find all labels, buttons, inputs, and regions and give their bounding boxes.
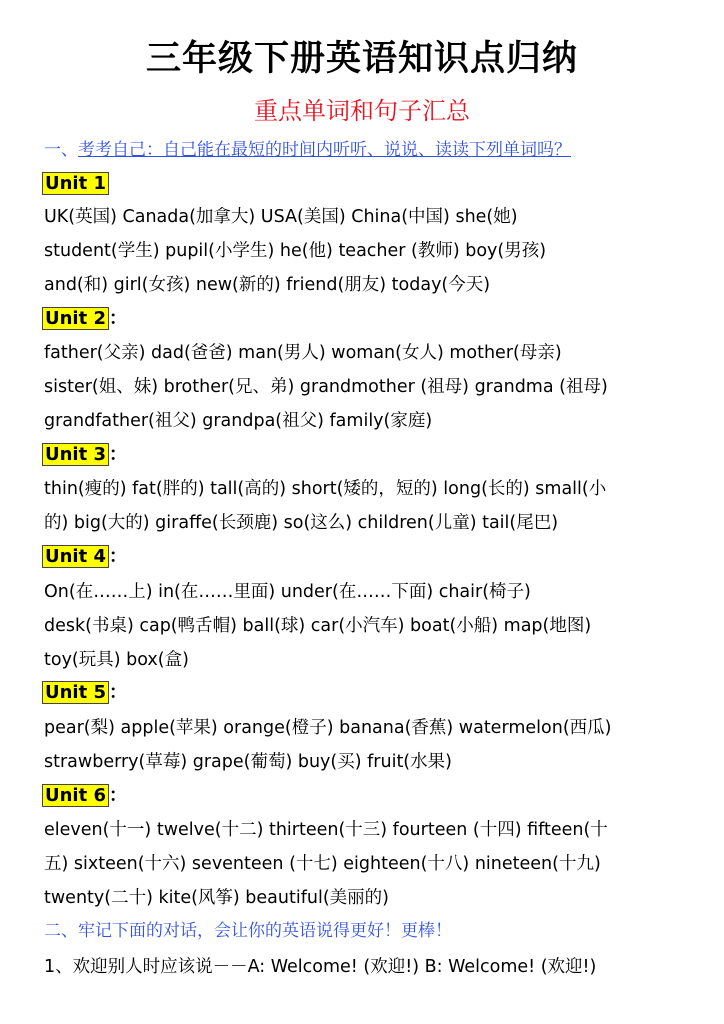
unit-5-label: Unit 5 bbox=[42, 681, 109, 704]
unit-6-line-2: 五) sixteen(十六) seventeen (十七) eighteen(十八) nineteen(十九) bbox=[44, 854, 601, 874]
unit-5-suffix: ： bbox=[109, 682, 127, 703]
unit-4-heading bbox=[42, 545, 127, 569]
document-title: 三年级下册英语知识点归纳 bbox=[145, 38, 578, 79]
unit-3-suffix: ： bbox=[109, 444, 127, 465]
unit-6-suffix: ： bbox=[109, 785, 127, 806]
dialog-line-1: 1、欢迎别人时应该说－－A: Welcome! (欢迎!) B: Welcome! (欢迎!) bbox=[44, 957, 597, 977]
unit-1-heading bbox=[42, 172, 109, 196]
unit-4-line-3: toy(玩具) box(盒) bbox=[44, 650, 189, 670]
section-2-heading: 二、牢记下面的对话，会让你的英语说得更好！更棒！ bbox=[44, 921, 452, 941]
section-1-text: 考考自己：自己能在最短的时间内听听、说说、读读下列单词吗？ bbox=[78, 140, 571, 160]
unit-2-line-2: sister(姐、妹) brother(兄、弟) grandmother (祖母) grandma (祖母) bbox=[44, 377, 608, 397]
unit-2-line-1: father(父亲) dad(爸爸) man(男人) woman(女人) mother(母亲) bbox=[44, 343, 562, 363]
unit-1-line-1: UK(英国) Canada(加拿大) USA(美国) China(中国) she(她) bbox=[44, 207, 518, 227]
unit-5-line-1: pear(梨) apple(苹果) orange(橙子) banana(香蕉) watermelon(西瓜) bbox=[44, 718, 612, 738]
unit-1-label: Unit 1 bbox=[42, 172, 109, 195]
unit-2-suffix: ： bbox=[109, 308, 127, 329]
unit-3-heading bbox=[42, 443, 127, 467]
unit-5-heading bbox=[42, 681, 127, 705]
unit-1-line-3: and(和) girl(女孩) new(新的) friend(朋友) today(今天) bbox=[44, 275, 491, 295]
unit-3-label: Unit 3 bbox=[42, 443, 109, 466]
unit-5-line-2: strawberry(草莓) grape(葡萄) buy(买) fruit(水果) bbox=[44, 752, 452, 772]
unit-6-label: Unit 6 bbox=[42, 784, 109, 807]
unit-6-heading bbox=[42, 784, 127, 808]
unit-2-heading bbox=[42, 307, 127, 331]
unit-3-line-1: thin(瘦的) fat(胖的) tall(高的) short(矮的，短的) long(长的) small(小 bbox=[44, 479, 607, 499]
unit-6-line-1: eleven(十一) twelve(十二) thirteen(十三) fourteen (十四) fifteen(十 bbox=[44, 820, 608, 840]
document-subtitle: 重点单词和句子汇总 bbox=[254, 97, 470, 125]
unit-1-line-2: student(学生) pupil(小学生) he(他) teacher (教师) boy(男孩) bbox=[44, 241, 547, 261]
unit-2-line-3: grandfather(祖父) grandpa(祖父) family(家庭) bbox=[44, 411, 433, 431]
unit-4-line-1: On(在……上) in(在……里面) under(在……下面) chair(椅子) bbox=[44, 582, 531, 602]
unit-3-line-2: 的) big(大的) giraffe(长颈鹿) so(这么) children(儿童) tail(尾巴) bbox=[44, 513, 559, 533]
unit-6-line-3: twenty(二十) kite(风筝) beautiful(美丽的) bbox=[44, 888, 389, 908]
section-1-heading bbox=[44, 138, 571, 162]
unit-4-line-2: desk(书桌) cap(鸭舌帽) ball(球) car(小汽车) boat(小船) map(地图) bbox=[44, 616, 592, 636]
unit-4-suffix: ： bbox=[109, 546, 127, 567]
unit-4-label: Unit 4 bbox=[42, 545, 109, 568]
unit-2-label: Unit 2 bbox=[42, 307, 109, 330]
section-1-prefix: 一、 bbox=[44, 140, 78, 160]
